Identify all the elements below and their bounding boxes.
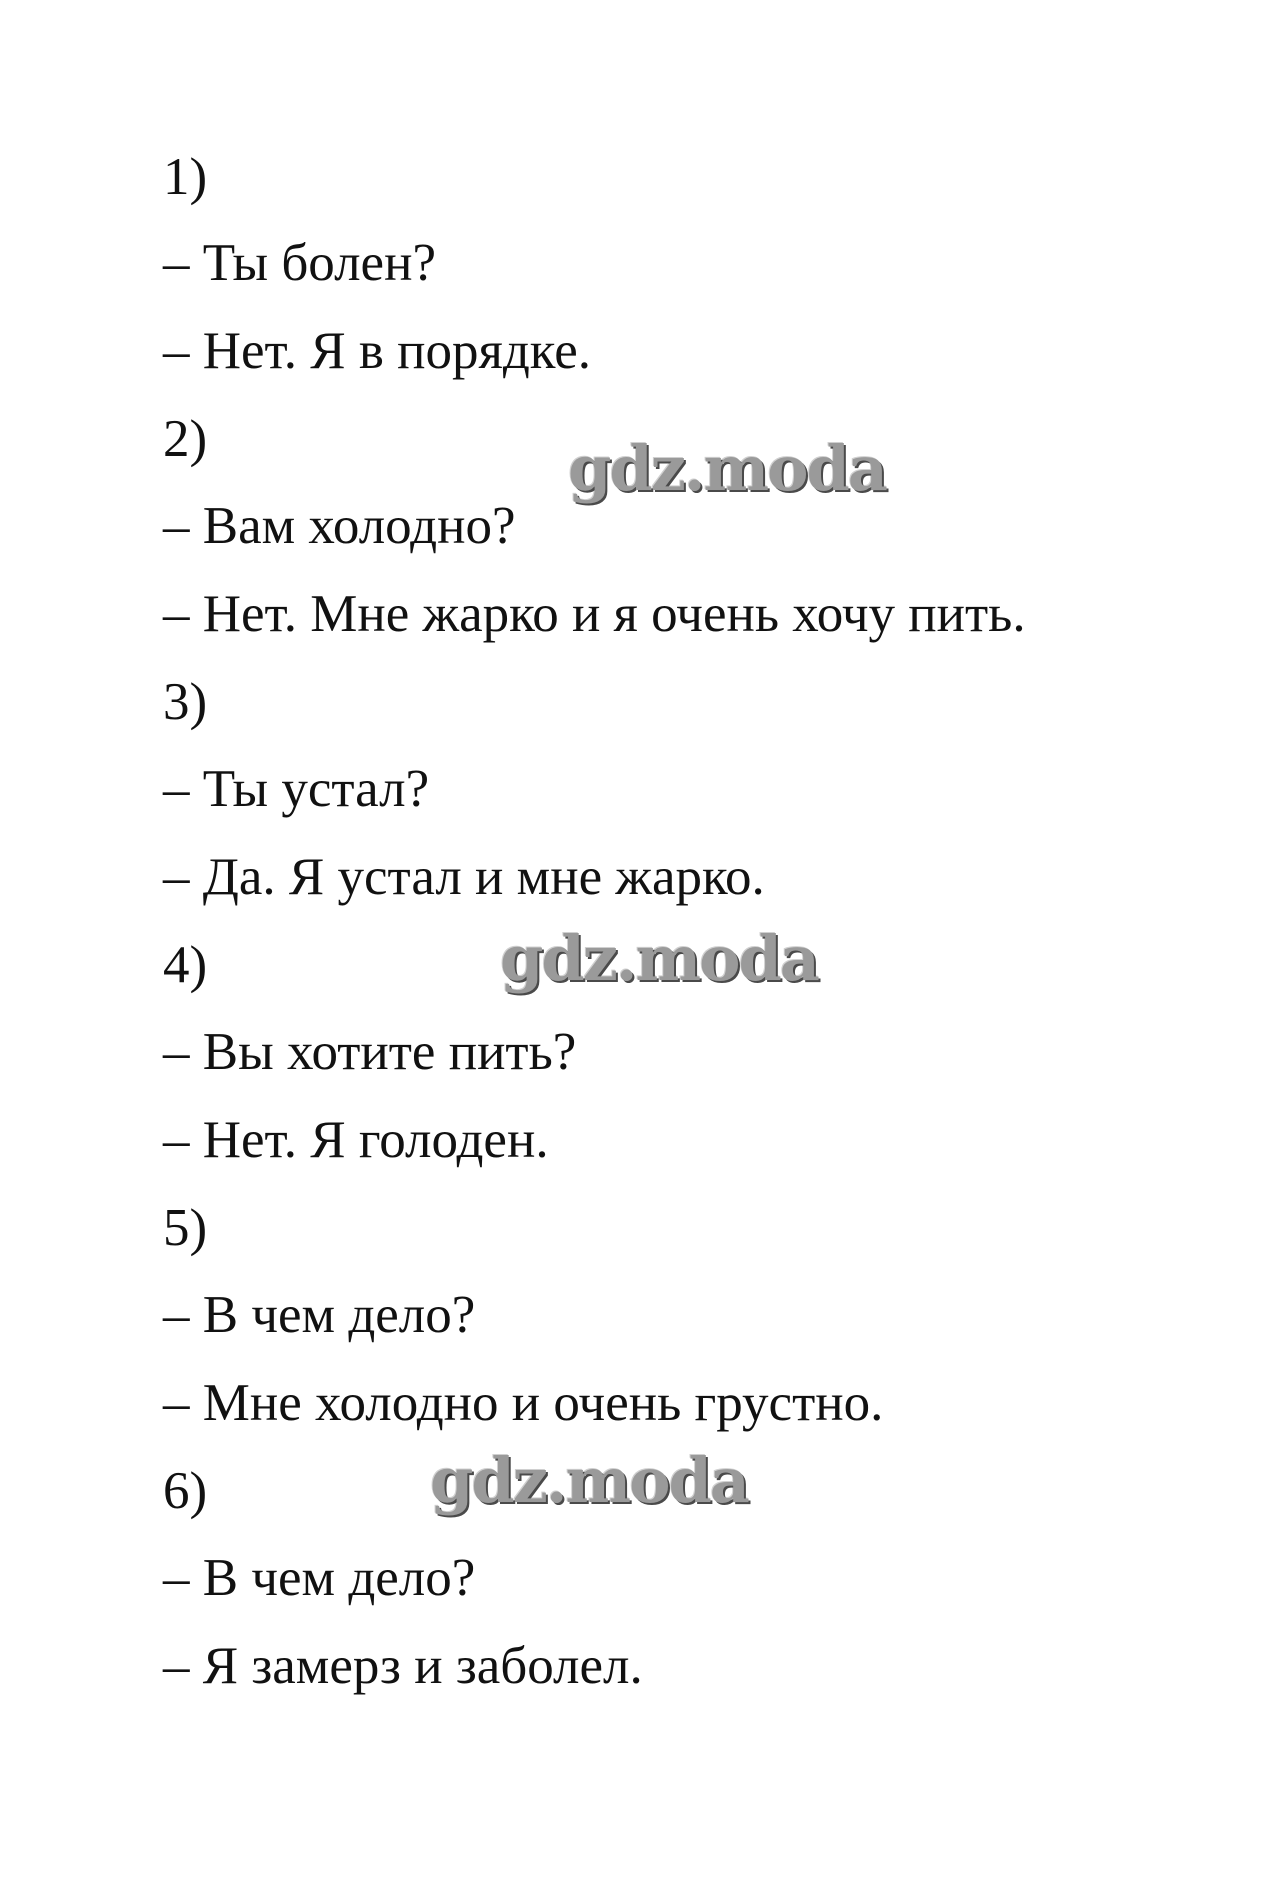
dialogue-line: – Ты болен? bbox=[163, 234, 436, 292]
dialogue-number: 4) bbox=[163, 936, 208, 994]
dialogue-line: – Нет. Я в порядке. bbox=[163, 322, 592, 380]
dialogue-line: – В чем дело? bbox=[163, 1549, 476, 1607]
dialogue-line: – Я замерз и заболел. bbox=[163, 1637, 643, 1695]
watermark: gdz.moda bbox=[500, 922, 818, 995]
dialogue-line: – В чем дело? bbox=[163, 1286, 476, 1344]
dialogue-number: 2) bbox=[163, 410, 208, 468]
dialogue-line: – Вы хотите пить? bbox=[163, 1023, 577, 1081]
dialogue-number: 3) bbox=[163, 673, 208, 731]
watermark: gdz.moda bbox=[430, 1444, 748, 1517]
dialogue-number: 5) bbox=[163, 1199, 208, 1257]
dialogue-number: 1) bbox=[163, 148, 208, 206]
dialogue-line: – Да. Я устал и мне жарко. bbox=[163, 848, 765, 906]
dialogue-line: – Мне холодно и очень грустно. bbox=[163, 1374, 884, 1432]
dialogue-number: 6) bbox=[163, 1462, 208, 1520]
dialogue-line: – Нет. Я голоден. bbox=[163, 1111, 549, 1169]
watermark: gdz.moda bbox=[568, 432, 886, 505]
dialogue-line: – Нет. Мне жарко и я очень хочу пить. bbox=[163, 585, 1026, 643]
dialogue-line: – Ты устал? bbox=[163, 760, 430, 818]
dialogue-line: – Вам холодно? bbox=[163, 497, 516, 555]
